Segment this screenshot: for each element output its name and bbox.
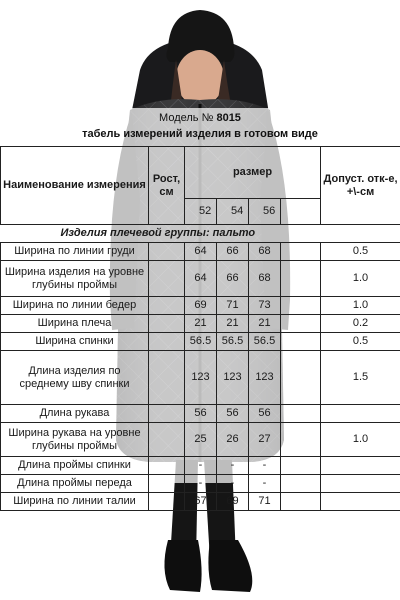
height-cell	[149, 297, 185, 315]
height-cell	[149, 457, 185, 475]
table-title: табель измерений изделия в готовом виде	[82, 128, 318, 140]
measurement-name: Ширина рукава на уровне глубины проймы	[1, 423, 149, 457]
value-cell: -	[249, 475, 281, 493]
value-cell: 21	[185, 315, 217, 333]
value-cell: 66	[217, 261, 249, 297]
value-cell: -	[185, 457, 217, 475]
value-cell	[281, 333, 321, 351]
value-cell	[281, 243, 321, 261]
value-cell: 68	[249, 243, 281, 261]
tolerance-cell	[321, 405, 400, 423]
value-cell: 123	[185, 351, 217, 405]
value-cell: -	[249, 457, 281, 475]
col-name-header: Наименование измерения	[1, 147, 149, 225]
value-cell: 64	[185, 243, 217, 261]
tolerance-cell: 0.5	[321, 333, 400, 351]
measurement-name: Длина проймы переда	[1, 475, 149, 493]
value-cell: -	[217, 457, 249, 475]
value-cell: 66	[217, 243, 249, 261]
value-cell: 64	[185, 261, 217, 297]
measurement-name: Длина изделия по среднему шву спинки	[1, 351, 149, 405]
value-cell: 73	[249, 297, 281, 315]
value-cell: 25	[185, 423, 217, 457]
value-cell	[281, 457, 321, 475]
model-face	[176, 50, 224, 106]
height-cell	[149, 261, 185, 297]
height-cell	[149, 351, 185, 405]
value-cell: 56	[185, 405, 217, 423]
value-cell: 56.5	[249, 333, 281, 351]
measurement-name: Ширина изделия на уровне глубины проймы	[1, 261, 149, 297]
measurement-name: Ширина по линии бедер	[1, 297, 149, 315]
value-cell	[281, 423, 321, 457]
value-cell: -	[217, 475, 249, 493]
tolerance-cell: 0.5	[321, 243, 400, 261]
size-extra	[281, 199, 321, 225]
table-row	[1, 405, 400, 423]
section-row	[1, 225, 400, 243]
height-cell	[149, 423, 185, 457]
value-cell	[281, 405, 321, 423]
value-cell: 71	[249, 493, 281, 511]
table-row	[1, 351, 400, 405]
table-row	[1, 457, 400, 475]
boot-right	[208, 540, 252, 592]
table-row	[1, 243, 400, 261]
value-cell: 71	[217, 297, 249, 315]
col-tolerance-header: Допуст. отк-е, +\-см	[321, 147, 400, 225]
height-cell	[149, 493, 185, 511]
tolerance-cell: 1.0	[321, 261, 400, 297]
boot-left	[164, 540, 201, 592]
size-56: 56	[249, 199, 281, 225]
table-row	[1, 475, 400, 493]
size-52: 52	[185, 199, 217, 225]
tolerance-cell	[321, 493, 400, 511]
section-title: Изделия плечевой группы: пальто	[1, 225, 400, 243]
measurements-table	[0, 146, 400, 511]
height-cell	[149, 315, 185, 333]
value-cell: 56	[249, 405, 281, 423]
value-cell	[281, 351, 321, 405]
value-cell: -	[185, 475, 217, 493]
tolerance-cell: 0.2	[321, 315, 400, 333]
table-row	[1, 315, 400, 333]
measurement-name: Ширина плеча	[1, 315, 149, 333]
table-row	[1, 297, 400, 315]
value-cell	[281, 297, 321, 315]
value-cell	[281, 261, 321, 297]
height-cell	[149, 475, 185, 493]
height-cell	[149, 405, 185, 423]
value-cell: 69	[185, 297, 217, 315]
measurement-name: Длина проймы спинки	[1, 457, 149, 475]
measurement-name: Длина рукава	[1, 405, 149, 423]
value-cell: 27	[249, 423, 281, 457]
model-number: 8015	[216, 112, 241, 124]
height-cell	[149, 243, 185, 261]
model-label: Модель №	[159, 112, 214, 124]
tolerance-cell	[321, 457, 400, 475]
table-row	[1, 333, 400, 351]
measurement-name: Ширина по линии талии	[1, 493, 149, 511]
col-size-header: размер	[185, 147, 321, 199]
value-cell: 123	[249, 351, 281, 405]
table-row	[1, 493, 400, 511]
tolerance-cell: 1.0	[321, 423, 400, 457]
tolerance-cell: 1.0	[321, 297, 400, 315]
table-row	[1, 261, 400, 297]
value-cell: 123	[217, 351, 249, 405]
value-cell: 21	[249, 315, 281, 333]
tolerance-cell: 1.5	[321, 351, 400, 405]
value-cell: 56	[217, 405, 249, 423]
value-cell	[281, 475, 321, 493]
value-cell: 67	[185, 493, 217, 511]
value-cell	[281, 493, 321, 511]
value-cell: 56.5	[185, 333, 217, 351]
value-cell: 26	[217, 423, 249, 457]
value-cell: 21	[217, 315, 249, 333]
size-54: 54	[217, 199, 249, 225]
measurement-name: Ширина спинки	[1, 333, 149, 351]
value-cell: 68	[249, 261, 281, 297]
header-row	[1, 147, 400, 199]
table-row	[1, 423, 400, 457]
height-cell	[149, 333, 185, 351]
model-caption	[0, 112, 400, 124]
col-height-header: Рост, см	[149, 147, 185, 225]
tolerance-cell	[321, 475, 400, 493]
value-cell	[281, 315, 321, 333]
value-cell: 69	[217, 493, 249, 511]
measurement-name: Ширина по линии груди	[1, 243, 149, 261]
value-cell: 56.5	[217, 333, 249, 351]
